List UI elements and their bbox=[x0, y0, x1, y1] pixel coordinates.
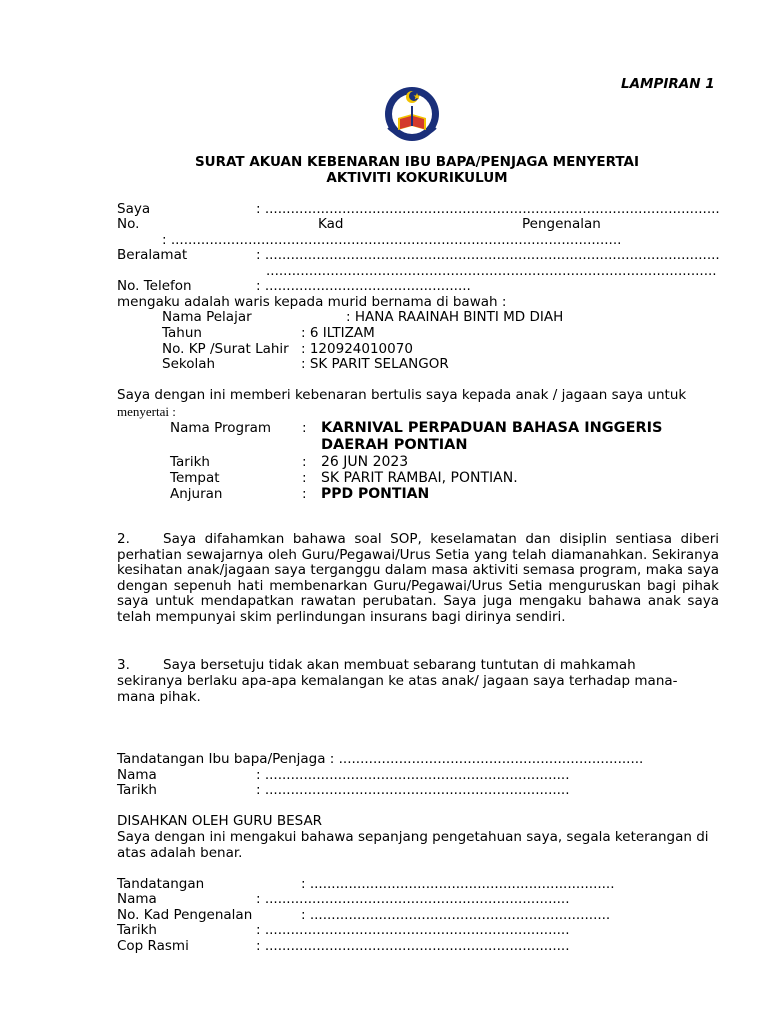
student-name-value: : HANA RAAINAH BINTI MD DIAH bbox=[346, 309, 564, 325]
paragraph-2 bbox=[117, 532, 719, 626]
consent-line1: Saya dengan ini memberi kebenaran bertulis saya kepada anak / jagaan saya untuk bbox=[117, 387, 687, 403]
doc-title-line1: SURAT AKUAN KEBENARAN IBU BAPA/PENJAGA MENYERTAI bbox=[194, 154, 640, 170]
sekolah-label: Sekolah bbox=[162, 356, 216, 372]
hm-ic-label: No. Kad Pengenalan bbox=[117, 907, 253, 923]
paragraph-3-line1 bbox=[117, 657, 636, 673]
consent-line2: menyertai : bbox=[117, 404, 176, 419]
program-date-colon: : bbox=[302, 454, 307, 470]
hm-ic-field[interactable]: : ...................................................................... bbox=[301, 907, 611, 923]
program-date-label: Tarikh bbox=[170, 454, 210, 470]
paragraph-3-text-line1: Saya bersetuju tidak akan membuat sebarang tuntutan di mahkamah bbox=[163, 657, 636, 673]
kp-value: : 120924010070 bbox=[301, 341, 413, 357]
tahun-label: Tahun bbox=[162, 325, 202, 341]
telefon-label: No. Telefon bbox=[117, 278, 192, 294]
paragraph-3-number: 3. bbox=[117, 657, 130, 673]
tahun-value: : 6 ILTIZAM bbox=[301, 325, 375, 341]
kp-label: No. KP /Surat Lahir bbox=[162, 341, 289, 357]
parent-signature-field[interactable]: Tandatangan Ibu bapa/Penjaga : ....................................................................... bbox=[117, 751, 644, 767]
address-field-line1[interactable]: : .......................................................................................................... bbox=[256, 247, 720, 263]
headmaster-heading: DISAHKAN OLEH GURU BESAR bbox=[117, 813, 323, 829]
student-name-label: Nama Pelajar bbox=[162, 309, 252, 325]
paragraph-3-line2: sekiranya berlaku apa-apa kemalangan ke atas anak/ jagaan saya terhadap mana- bbox=[117, 673, 678, 689]
parent-name-label: Nama bbox=[117, 767, 157, 783]
sekolah-value: : SK PARIT SELANGOR bbox=[301, 356, 449, 372]
saya-label: Saya bbox=[117, 201, 151, 217]
program-name-line1: KARNIVAL PERPADUAN BAHASA INGGERIS bbox=[321, 420, 663, 436]
program-name-line2: DAERAH PONTIAN bbox=[321, 437, 468, 453]
hm-name-field[interactable]: : ....................................................................... bbox=[256, 891, 570, 907]
program-name-label: Nama Program bbox=[170, 420, 272, 436]
program-organiser-colon: : bbox=[302, 486, 307, 502]
hm-stamp-field[interactable]: : ....................................................................... bbox=[256, 938, 570, 954]
headmaster-statement-line1: Saya dengan ini mengakui bahawa sepanjang pengetahuan saya, segala keterangan di bbox=[117, 829, 709, 845]
saya-field[interactable]: : .......................................................................................................... bbox=[256, 201, 720, 217]
mengaku-text: mengaku adalah waris kepada murid bernama di bawah : bbox=[117, 294, 507, 310]
paragraph-2-text: Saya difahamkan bahawa soal SOP, keselamatan dan disiplin sentiasa diberi perhatian sewajarnya oleh Guru/Pegawai/Urus Setia yang telah diamanahkan. Sekiranya kesihatan anak/jagaan saya terganggu dalam masa aktiviti semasa program, maka saya dengan sepenuh hati membenarkan Guru/Pegawai/Urus Setia menguruskan bagi pihak saya untuk mendapatkan rawatan perubatan. Saya juga mengaku bahawa anak saya telah mempunyai skim perlindungan insurans bagi dirinya sendiri. bbox=[117, 531, 719, 625]
program-colon: : bbox=[302, 420, 307, 436]
pengenalan-label: Pengenalan bbox=[522, 216, 601, 232]
program-organiser-label: Anjuran bbox=[170, 486, 223, 502]
beralamat-label: Beralamat bbox=[117, 247, 188, 263]
program-venue-colon: : bbox=[302, 470, 307, 486]
hm-signature-label: Tandatangan bbox=[117, 876, 205, 892]
hm-date-field[interactable]: : ....................................................................... bbox=[256, 922, 570, 938]
hm-name-label: Nama bbox=[117, 891, 157, 907]
program-date-value: 26 JUN 2023 bbox=[321, 454, 409, 470]
hm-date-label: Tarikh bbox=[117, 922, 157, 938]
ministry-logo bbox=[376, 84, 448, 148]
paragraph-2-number: 2. bbox=[117, 531, 130, 547]
parent-date-field[interactable]: : ....................................................................... bbox=[256, 782, 570, 798]
ic-field[interactable]: : ......................................................................................................... bbox=[162, 232, 622, 248]
paragraph-3-line3: mana pihak. bbox=[117, 689, 201, 705]
parent-date-label: Tarikh bbox=[117, 782, 157, 798]
no-label: No. bbox=[117, 216, 140, 232]
hm-stamp-label: Cop Rasmi bbox=[117, 938, 189, 954]
program-venue-value: SK PARIT RAMBAI, PONTIAN. bbox=[321, 470, 518, 486]
kad-label: Kad bbox=[318, 216, 344, 232]
program-organiser-value: PPD PONTIAN bbox=[321, 486, 430, 502]
address-field-line2[interactable]: ......................................................................................................... bbox=[266, 263, 717, 279]
hm-signature-field[interactable]: : ....................................................................... bbox=[301, 876, 615, 892]
headmaster-statement-line2: atas adalah benar. bbox=[117, 845, 243, 861]
program-venue-label: Tempat bbox=[170, 470, 220, 486]
lampiran-label: LAMPIRAN 1 bbox=[621, 76, 715, 92]
telefon-field[interactable]: : ................................................ bbox=[256, 278, 471, 294]
doc-title-line2: AKTIVITI KOKURIKULUM bbox=[326, 170, 508, 186]
ministry-crest-icon bbox=[376, 84, 448, 148]
parent-name-field[interactable]: : ....................................................................... bbox=[256, 767, 570, 783]
